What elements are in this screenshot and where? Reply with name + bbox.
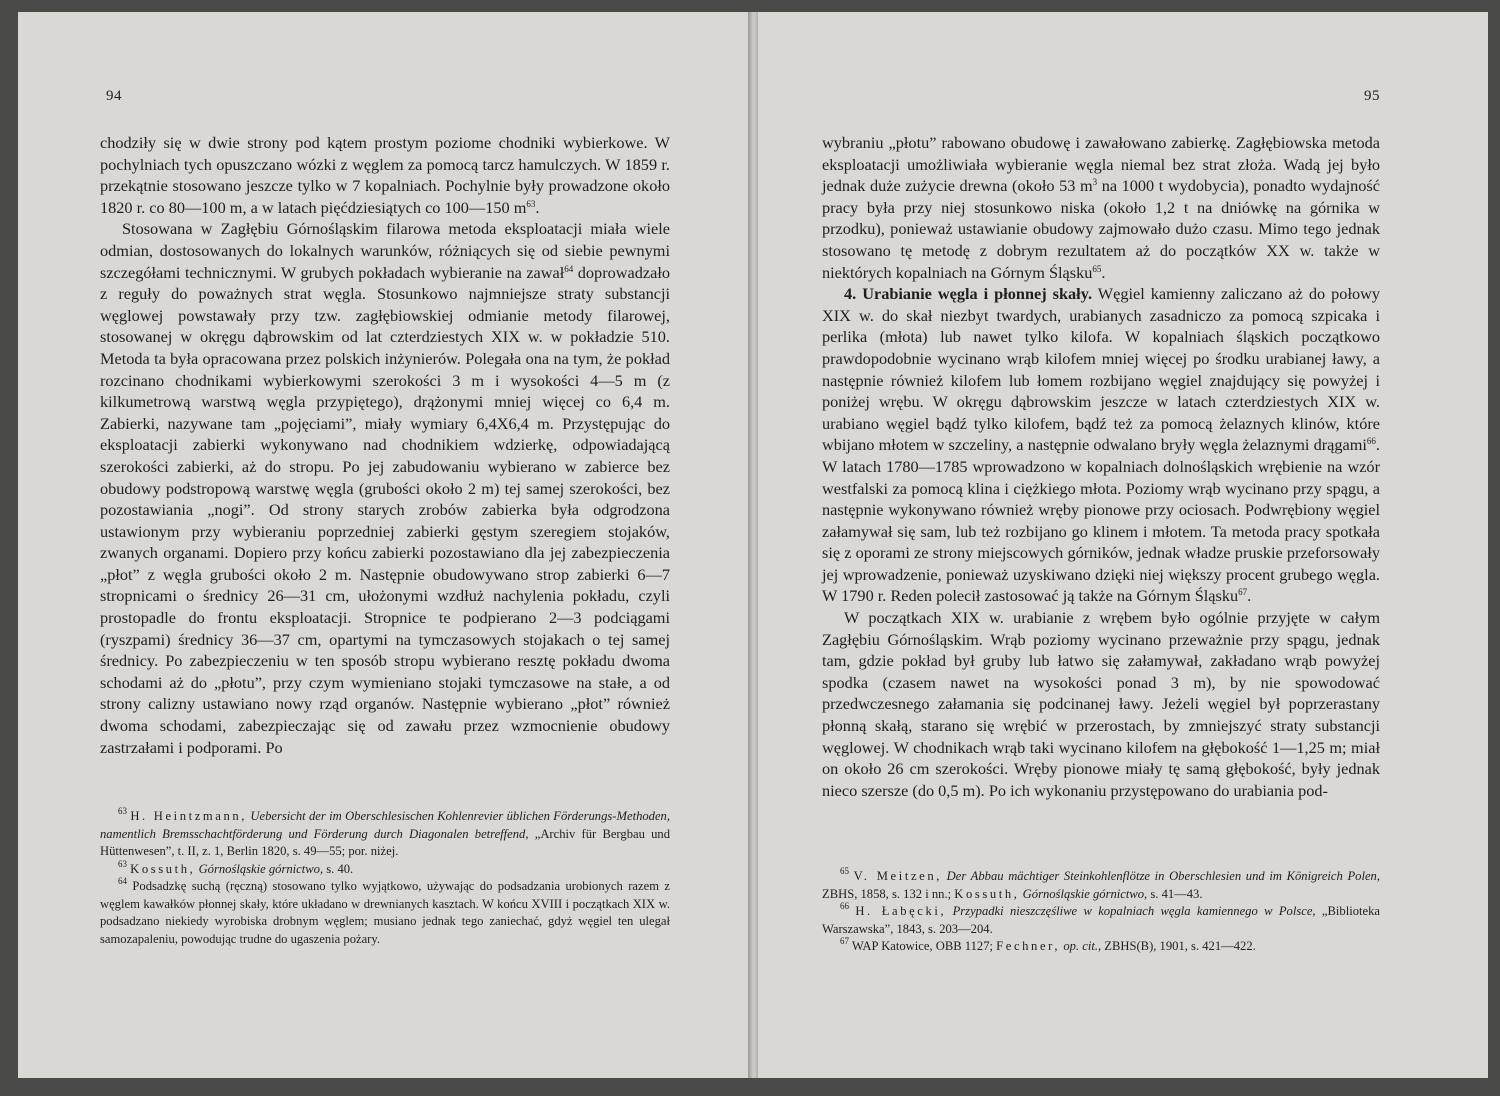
footnote: $^{63}$ H. Heintzmann, Uebersicht der im Oberschlesischen Kohlenrevier üblichen Förderungs-Methoden, namentlich Bremsschachtförderung und Förderung durch Diagonalen betreffend, „Archiv für Bergbau und Hüttenwesen”, t. II, z. 1, Berlin 1820, s. 49—55; por. niżej.	[100, 806, 670, 858]
footnotes	[822, 868, 1380, 956]
footnote: $^{67}$ WAP Katowice, OBB 1127; Fechner, op. cit., ZBHS(B), 1901, s. 421—422.	[840, 936, 1256, 953]
footnote-mark: 67	[1238, 587, 1248, 598]
body-text	[100, 132, 670, 758]
page-number: 94	[106, 88, 122, 104]
paragraph: 4. Urabianie węgla i płonnej skały. Węgiel kamienny zaliczano aż do połowy XIX w. do skał niezbyt twardych, urabianych zasadniczo za pomocą szpicaka i perlika (młota) lub nawet tylko kilofa. W kopalniach śląskich początkowo prawdopodobnie wycinano wrąb kilofem mniej więcej po środku urabianej ławy, a następnie również kilofem lub łomem rozbijano węgiel znajdujący się powyżej i poniżej wrębu. W okręgu dąbrowskim jeszcze w latach czterdziestych XIX w. urabiano węgiel bądź tylko kilofem, bądź też za pomocą żelaznych klinów, które wbijano młotem w szczeliny, a następnie odwalano bryły węgla żelaznymi drągami$^{66}$. W latach 1780—1785 wprowadzono w kopalniach dolnośląskich wrębienie na wzór westfalski za pomocą klina i ciężkiego młota. Poziomy wrąb wycinano przy spągu, a następnie wykonywano również wręby pionowe przy ociosach. Podwrębiony węgiel załamywał się sam, lub też rozbijano go klinem i młotem. Ta metoda pracy spotkała się z oporami ze strony miejscowych górników, jednak władze pruskie przeforsowały jej wprowadzenie, ponieważ uzyskiwano dzięki niej większy procent grubego węgla. W 1790 r. Reden polecił zastosować ją także na Górnym Śląsku$^{67}$.	[822, 284, 1381, 606]
footnote-mark: 65	[1092, 263, 1102, 274]
footnote-mark: 63	[526, 198, 536, 209]
footnote: $^{63}$ Kossuth, Górnośląskie górnictwo, s. 40.	[118, 858, 354, 876]
page-number: 95	[1364, 88, 1380, 104]
paragraph: chodziły się w dwie strony pod kątem prostym poziome chodniki wybierkowe. W pochylniach tych opuszczano wózki z węglem za pomocą tarcz hamulczych. W 1859 r. przekątnie stosowano jeszcze tylko w 7 kopalniach. Pochylnie były prowadzone około 1820 r. co 80—100 m, a w latach pięćdziesiątych co 100—150 $m^{63}$.	[100, 133, 670, 217]
footnote: $^{65}$ V. Meitzen, Der Abbau mächtiger Steinkohlenflötze in Oberschlesien und im Königreich Polen, ZBHS, 1858, s. 132 i nn.; Kossuth, Górnośląskie górnictwo, s. 41—43.	[822, 866, 1380, 901]
footnote-mark: 66	[1366, 436, 1376, 447]
paragraph: W początkach XIX w. urabianie z wrębem było ogólnie przyjęte w całym Zagłębiu Górnośląskim. Wrąb poziomy wycinano przeważnie przy spągu, jednak tam, gdzie pokład był gruby lub łatwo się załamywał, zakładano wrąb powyżej spodka (czasem nawet na wysokości ponad 3 m), by nie spowodować przedwczesnego załamania się podcinanej ławy. Jeżeli węgiel był poprzerastany płonną skałą, starano się wrębić w przerostach, by zmniejszyć straty substancji węglowej. W chodnikach wrąb taki wycinano kilofem na głębokość 1—1,25 m; miał on około 26 cm szerokości. Wręby pionowe miały tę samą głębokość, były jednak nieco szersze (do 0,5 m). Po ich wykonaniu przystępowano do urabiania pod-	[822, 608, 1380, 800]
body-text	[822, 132, 1380, 801]
left-page	[18, 12, 750, 1078]
footnote: $^{66}$ H. Łabęcki, Przypadki nieszczęśliwe w kopalniach węgla kamiennego w Polsce, „Biblioteka Warszawska”, 1843, s. 203—204.	[822, 901, 1380, 936]
section-heading: 4. Urabianie węgla i płonnej skały.	[844, 284, 1093, 304]
paragraph: Stosowana w Zagłębiu Górnośląskim filarowa metoda eksploatacji miała wiele odmian, dostosowanych do lokalnych warunków, różniących się od siebie pewnymi szczegółami technicznymi. W grubych pokładach wybieranie na zawał$^{64}$ doprowadzało z reguły do poważnych strat węgla. Stosunkowo najmniejsze straty substancji węglowej powstawały przy tzw. zagłębiowskiej odmianie metody filarowej, stosowanej w okręgu dąbrowskim od lat czterdziestych XIX w. w pokładzie 510. Metoda ta była opracowana przez polskich inżynierów. Polegała ona na tym, że pokład rozcinano chodnikami wybierkowymi szerokości 3 m i wysokości 4—5 m (z kilkumetrową warstwą węgla przypiętego), drążonymi mniej więcej co 6,4 m. Zabierki, nazywane tam „pojęciami”, miały wymiary 6,4X6,4 m. Przystępując do eksploatacji zabierki wykonywano nad chodnikiem wdzierkę, odpowiadającą szerokości zabierki, aż do stropu. Po jej zabudowaniu wybierano w zabierce bez obudowy podstropową warstwę węgla (grubości około 2 m) tej samej szerokości, bez pozostawiania „nogi”. Od strony starych zrobów zabierka była odgrodzona ustawionym przy wybieraniu poprzedniej zabierki gęstym szeregiem stojaków, zwanych organami. Dopiero przy końcu zabierki pozostawiano dla jej zabezpieczenia „płot” z węgla grubości około 2 m. Następnie obudowywano strop zabierki 6—7 stropnicami o średnicy 26—31 cm, ułożonymi wzdłuż nachylenia pokładu, czyli prostopadle do frontu eksploatacji. Stropnice te podpierano 2—3 podciągami (ryszpami) średnicy 36—37 cm, opartymi na tymczasowych stojakach o tej samej średnicy. Po zabezpieczeniu w ten sposób stropu wybierano resztę pokładu dwoma schodami aż do „płotu”, przy czym wymieniano stojaki tymczasowe na stałe, a od strony calizny ustawiano nowy rząd organów. Następnie wybierano „płot” również dwoma schodami, zabezpieczając się od zawału przez wzmocnienie obudowy zastrzałami i podporami. Po	[100, 219, 670, 757]
footnotes	[100, 808, 670, 948]
right-page	[758, 12, 1488, 1078]
paragraph: wybraniu „płotu” rabowano obudowę i zawałowano zabierkę. Zagłębiowska metoda eksploatacji umożliwiała wybieranie węgla niemal bez strat złoża. Wadą jej było jednak duże zużycie drewna (około 53 $m^3$ na 1000 t wydobycia), ponadto wydajność pracy była przy niej stosunkowo niska (około 1,2 t na dniówkę na górnika w przodku), ponieważ ustawianie obudowy zajmowało dużo czasu. Mimo tego jednak stosowano tę metodę z dobrym rezultatem aż do początków XX w. także w niektórych kopalniach na Górnym Śląsku$^{65}$.	[822, 133, 1380, 282]
footnote-mark: 64	[564, 263, 574, 274]
footnote: $^{64}$ Podsadzkę suchą (ręczną) stosowano tylko wyjątkowo, używając do podsadzania urobionych razem z węglem kawałków płonnej skały, które układano w drewnianych kasztach. W końcu XVIII i początkach XIX w. podsadzano niekiedy wyrobiska drobnym węglem; musiano jednak tego zaniechać, gdyż węgiel ten ulegał samozapaleniu, powodując trudne do ugaszenia pożary.	[100, 876, 670, 946]
